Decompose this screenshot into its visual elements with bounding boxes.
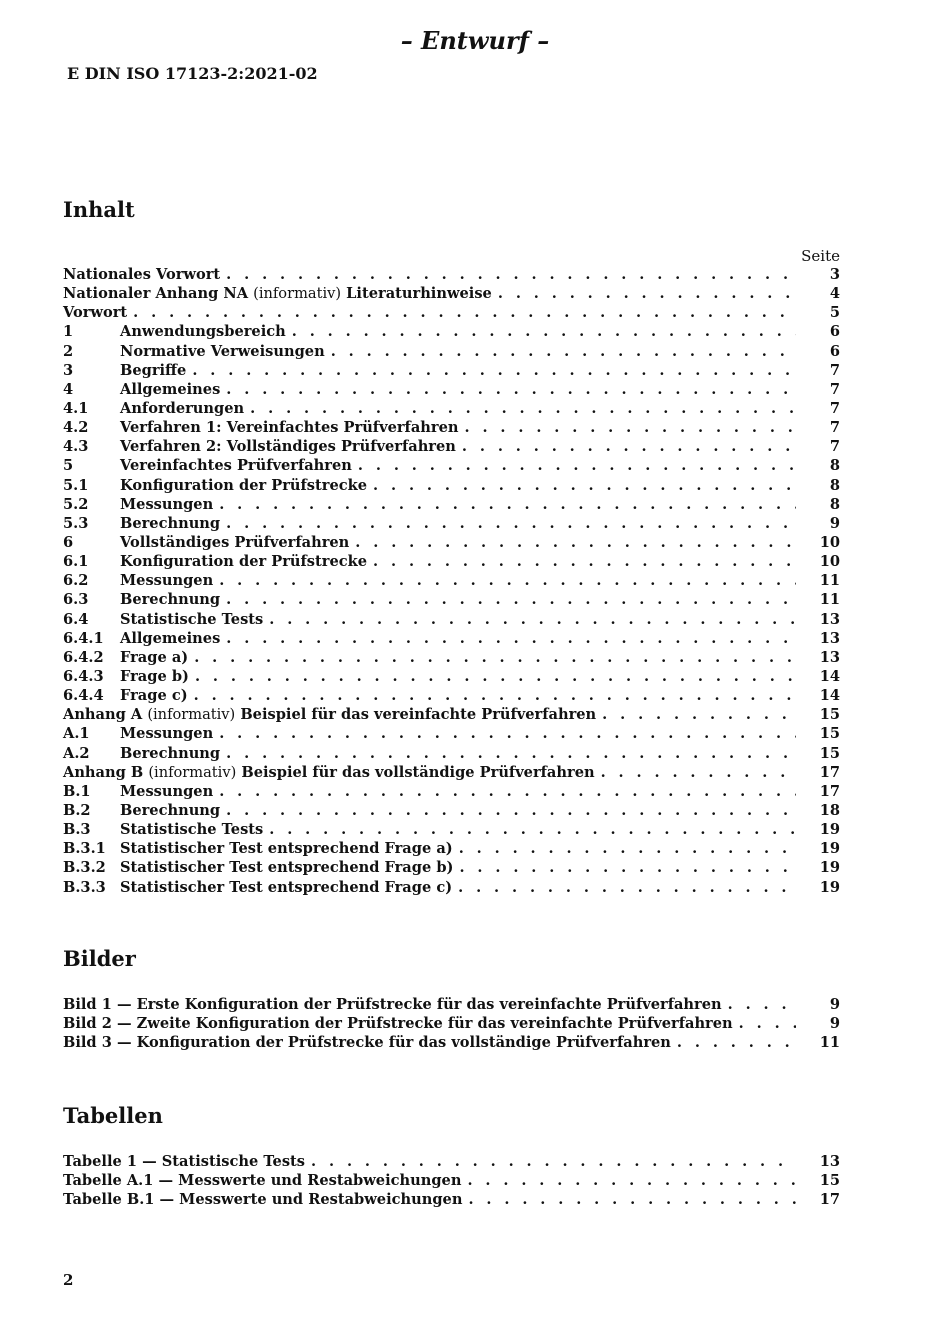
page-ref: 7 (829, 380, 840, 398)
entry-title (63, 1171, 461, 1190)
entry-title (120, 590, 220, 609)
entry-title (120, 858, 453, 877)
toc-entry[interactable] (63, 686, 840, 705)
contents-title: Inhalt (63, 197, 135, 222)
dot-leader (459, 858, 796, 877)
entry-title (120, 820, 263, 839)
entry-text: Tabelle B.1 — Messwerte und Restabweichungen (63, 1191, 463, 1209)
section-number: B.1 (63, 782, 91, 800)
page-ref: 13 (819, 648, 840, 666)
section-number: 1 (63, 323, 74, 341)
entry-title (120, 552, 367, 571)
dot-leader (467, 1171, 796, 1190)
section-number: 6.4.4 (63, 687, 104, 705)
dot-leader (226, 380, 796, 399)
entry-text: Statistischer Test entsprechend Frage b) (120, 859, 454, 877)
toc-entry[interactable] (63, 878, 840, 897)
toc-entry[interactable] (63, 437, 840, 456)
dot-leader (133, 303, 796, 322)
page-ref: 9 (829, 1015, 840, 1033)
annex-note: (informativ) (253, 285, 342, 303)
page-ref: 19 (819, 878, 840, 896)
page-ref: 13 (819, 1153, 840, 1170)
page-ref: 13 (819, 610, 840, 628)
entry-text: Beispiel für das vollständige Prüfverfahren (241, 763, 595, 781)
dot-leader (468, 1190, 796, 1209)
toc-entry[interactable] (63, 399, 840, 418)
toc-entry[interactable] (63, 1014, 840, 1033)
entry-text: Verfahren 2: Vollständiges Prüfverfahren (120, 438, 456, 456)
dot-leader (226, 629, 796, 648)
toc-entry[interactable] (63, 495, 840, 514)
entry-title (63, 265, 220, 284)
entry-text: Vorwort (63, 304, 128, 322)
section-number: 5.1 (63, 476, 89, 494)
dot-leader (459, 839, 796, 858)
dot-leader (601, 763, 796, 782)
entry-text: Nationales Vorwort (63, 266, 221, 283)
dot-leader (226, 514, 796, 533)
entry-text: Bild 1 — Erste Konfiguration der Prüfstrecke für das vereinfachte Prüfverfahren (63, 996, 722, 1013)
section-number: 2 (63, 342, 74, 360)
dot-leader (219, 782, 796, 801)
entry-title (120, 514, 220, 533)
section-number: 6.1 (63, 553, 89, 571)
entry-text: Berechnung (120, 514, 221, 532)
page-ref: 11 (819, 591, 840, 609)
entry-text: Vollständiges Prüfverfahren (120, 533, 350, 551)
section-number: 5.2 (63, 495, 89, 513)
toc-entry[interactable] (63, 1171, 840, 1190)
entry-title (120, 380, 220, 399)
page-ref: 5 (829, 304, 840, 322)
page-ref: 8 (829, 457, 840, 475)
entry-text: Anforderungen (120, 399, 245, 417)
toc-entry[interactable] (63, 724, 840, 743)
section-number: 6.2 (63, 572, 89, 590)
entry-title (120, 648, 188, 667)
toc-entry[interactable] (63, 265, 840, 284)
entry-text: Statistischer Test entsprechend Frage a) (120, 840, 453, 858)
annex-note: (informativ) (148, 763, 237, 781)
toc-entry[interactable] (63, 667, 840, 686)
section-number: B.3.1 (63, 840, 106, 858)
dot-leader (311, 1152, 796, 1171)
section-number: 6.4 (63, 610, 89, 628)
page-column-label: Seite (801, 247, 840, 265)
entry-title (63, 1152, 305, 1171)
entry-text: Beispiel für das vereinfachte Prüfverfahren (240, 706, 597, 724)
section-number: 5 (63, 457, 74, 475)
entry-text: Normative Verweisungen (120, 342, 325, 360)
section-number: 3 (63, 361, 74, 379)
page-ref: 19 (819, 859, 840, 877)
entry-title (63, 1190, 462, 1209)
section-number: 6.4.3 (63, 667, 104, 685)
page-ref: 18 (819, 801, 840, 819)
entry-title (120, 839, 453, 858)
section-number: B.3.2 (63, 859, 106, 877)
dot-leader (739, 1014, 796, 1033)
entry-title (63, 284, 492, 303)
entry-text: Frage c) (120, 687, 188, 705)
entry-title (120, 744, 220, 763)
dot-leader (269, 610, 796, 629)
dot-leader (602, 705, 796, 724)
entry-title (120, 399, 244, 418)
dot-leader (358, 456, 796, 475)
dot-leader (219, 724, 796, 743)
page-ref: 15 (819, 706, 840, 724)
page-ref: 14 (819, 667, 840, 685)
page-ref: 8 (829, 476, 840, 494)
entry-title (63, 763, 595, 782)
dot-leader (331, 342, 796, 361)
draft-label: – Entwurf – (400, 26, 550, 55)
dot-leader (194, 686, 796, 705)
tables-list (63, 1152, 840, 1209)
toc-entry[interactable] (63, 514, 840, 533)
dot-leader (373, 552, 796, 571)
page-number: 2 (63, 1271, 74, 1289)
entry-title (120, 686, 188, 705)
dot-leader (226, 744, 796, 763)
dot-leader (728, 995, 796, 1014)
entry-text: Bild 2 — Zweite Konfiguration der Prüfstrecke für das vereinfachte Prüfverfahren (63, 1015, 733, 1033)
entry-title (120, 476, 367, 495)
entry-title (120, 801, 220, 820)
entry-title (63, 1033, 671, 1052)
page-ref: 8 (829, 495, 840, 513)
tables-title: Tabellen (63, 1103, 163, 1128)
entry-title (120, 342, 325, 361)
entry-text: Tabelle A.1 — Messwerte und Restabweichungen (63, 1172, 462, 1190)
entry-title (63, 995, 722, 1014)
page-ref: 15 (819, 1172, 840, 1190)
dot-leader (373, 476, 796, 495)
entry-text: Tabelle 1 — Statistische Tests (63, 1153, 306, 1170)
entry-title (120, 724, 213, 743)
toc-entry[interactable] (63, 801, 840, 820)
entry-text: Statistischer Test entsprechend Frage c) (120, 878, 453, 896)
section-number: 4.2 (63, 419, 89, 437)
figures-title: Bilder (63, 946, 136, 971)
dot-leader (226, 590, 796, 609)
toc-entry[interactable] (63, 590, 840, 609)
annex-label: Anhang B (63, 763, 144, 781)
section-number: 4 (63, 380, 74, 398)
toc-entry[interactable] (63, 858, 840, 877)
page-ref: 15 (819, 725, 840, 743)
dot-leader (498, 284, 796, 303)
toc-entry[interactable] (63, 705, 840, 724)
entry-text: Messungen (120, 572, 214, 590)
toc-entry[interactable] (63, 629, 840, 648)
dot-leader (194, 648, 796, 667)
dot-leader (219, 571, 796, 590)
page-ref: 17 (819, 782, 840, 800)
page-ref: 11 (819, 1034, 840, 1052)
annex-label: Nationaler Anhang NA (63, 285, 249, 303)
entry-text: Bild 3 — Konfiguration der Prüfstrecke für das vollständige Prüfverfahren (63, 1034, 671, 1052)
entry-text: Berechnung (120, 744, 221, 762)
dot-leader (250, 399, 796, 418)
entry-title (120, 878, 452, 897)
page-ref: 10 (819, 553, 840, 571)
toc-entry[interactable] (63, 533, 840, 552)
toc-entry[interactable] (63, 782, 840, 801)
section-number: B.2 (63, 801, 91, 819)
entry-text: Konfiguration der Prüfstrecke (120, 476, 368, 494)
entry-text: Frage b) (120, 667, 189, 685)
dot-leader (269, 820, 796, 839)
entry-text: Begriffe (120, 361, 187, 379)
entry-title (63, 303, 127, 322)
page-ref: 17 (819, 1191, 840, 1209)
dot-leader (195, 667, 796, 686)
page-ref: 19 (819, 821, 840, 839)
page-ref: 4 (829, 285, 840, 303)
section-number: 5.3 (63, 514, 89, 532)
entry-title (120, 629, 220, 648)
toc-entry[interactable] (63, 1033, 840, 1052)
toc-entry[interactable] (63, 839, 840, 858)
section-number: 4.1 (63, 399, 89, 417)
toc-entry[interactable] (63, 820, 840, 839)
section-number: 6.4.2 (63, 648, 104, 666)
entry-text: Allgemeines (120, 629, 221, 647)
toc-entry[interactable] (63, 380, 840, 399)
page-ref: 19 (819, 840, 840, 858)
toc-entry[interactable] (63, 610, 840, 629)
annex-note: (informativ) (147, 706, 236, 724)
page-ref: 7 (829, 438, 840, 456)
page-ref: 7 (829, 361, 840, 379)
contents-list (63, 265, 840, 897)
dot-leader (355, 533, 796, 552)
entry-title (63, 1014, 733, 1033)
toc-entry[interactable] (63, 284, 840, 303)
entry-text: Messungen (120, 782, 214, 800)
entry-text: Statistische Tests (120, 821, 264, 839)
toc-entry[interactable] (63, 995, 840, 1014)
entry-title (120, 495, 213, 514)
entry-text: Berechnung (120, 591, 221, 609)
section-number: B.3 (63, 821, 91, 839)
page-ref: 15 (819, 744, 840, 762)
entry-text: Vereinfachtes Prüfverfahren (120, 457, 352, 475)
toc-entry[interactable] (63, 342, 840, 361)
entry-title (120, 782, 213, 801)
dot-leader (462, 437, 796, 456)
entry-title (120, 533, 349, 552)
entry-title (120, 361, 186, 380)
entry-text: Messungen (120, 495, 214, 513)
dot-leader (464, 418, 796, 437)
page-ref: 13 (819, 629, 840, 647)
page-ref: 17 (819, 763, 840, 781)
toc-entry[interactable] (63, 648, 840, 667)
entry-text: Frage a) (120, 648, 189, 666)
dot-leader (458, 878, 796, 897)
entry-text: Literaturhinweise (346, 285, 492, 303)
page-ref: 10 (819, 533, 840, 551)
entry-text: Statistische Tests (120, 610, 264, 628)
section-number: A.1 (63, 725, 90, 743)
section-number: B.3.3 (63, 878, 106, 896)
toc-entry[interactable] (63, 1152, 840, 1171)
dot-leader (677, 1033, 796, 1052)
entry-title (120, 437, 456, 456)
section-number: 6.4.1 (63, 629, 104, 647)
document-id: E DIN ISO 17123-2:2021-02 (67, 64, 318, 83)
entry-text: Verfahren 1: Vereinfachtes Prüfverfahren (120, 419, 459, 437)
dot-leader (292, 322, 796, 341)
page-ref: 9 (829, 996, 840, 1013)
entry-text: Berechnung (120, 801, 221, 819)
entry-text: Allgemeines (120, 380, 221, 398)
toc-entry[interactable] (63, 1190, 840, 1209)
page-ref: 7 (829, 399, 840, 417)
section-number: 4.3 (63, 438, 89, 456)
entry-title (120, 456, 352, 475)
page-ref: 7 (829, 419, 840, 437)
toc-entry[interactable] (63, 418, 840, 437)
page-ref: 6 (829, 323, 840, 341)
page-ref: 3 (829, 266, 840, 283)
entry-title (120, 571, 213, 590)
section-number: 6.3 (63, 591, 89, 609)
toc-entry[interactable] (63, 763, 840, 782)
toc-entry[interactable] (63, 744, 840, 763)
toc-entry[interactable] (63, 303, 840, 322)
page-ref: 14 (819, 687, 840, 705)
entry-text: Anwendungsbereich (120, 323, 286, 341)
page-ref: 6 (829, 342, 840, 360)
toc-entry[interactable] (63, 552, 840, 571)
entry-title (120, 667, 189, 686)
section-number: 6 (63, 533, 74, 551)
toc-entry[interactable] (63, 322, 840, 341)
page-ref: 9 (829, 514, 840, 532)
dot-leader (226, 801, 796, 820)
dot-leader (192, 361, 796, 380)
toc-entry[interactable] (63, 456, 840, 475)
section-number: A.2 (63, 744, 90, 762)
figures-list (63, 995, 840, 1052)
dot-leader (226, 265, 796, 284)
page-ref: 11 (819, 572, 840, 590)
toc-entry[interactable] (63, 361, 840, 380)
toc-entry[interactable] (63, 571, 840, 590)
toc-entry[interactable] (63, 476, 840, 495)
entry-text: Messungen (120, 725, 214, 743)
annex-label: Anhang A (63, 706, 143, 724)
entry-title (120, 322, 286, 341)
entry-title (120, 418, 458, 437)
entry-text: Konfiguration der Prüfstrecke (120, 553, 368, 571)
entry-title (120, 610, 263, 629)
dot-leader (219, 495, 796, 514)
entry-title (63, 705, 596, 724)
